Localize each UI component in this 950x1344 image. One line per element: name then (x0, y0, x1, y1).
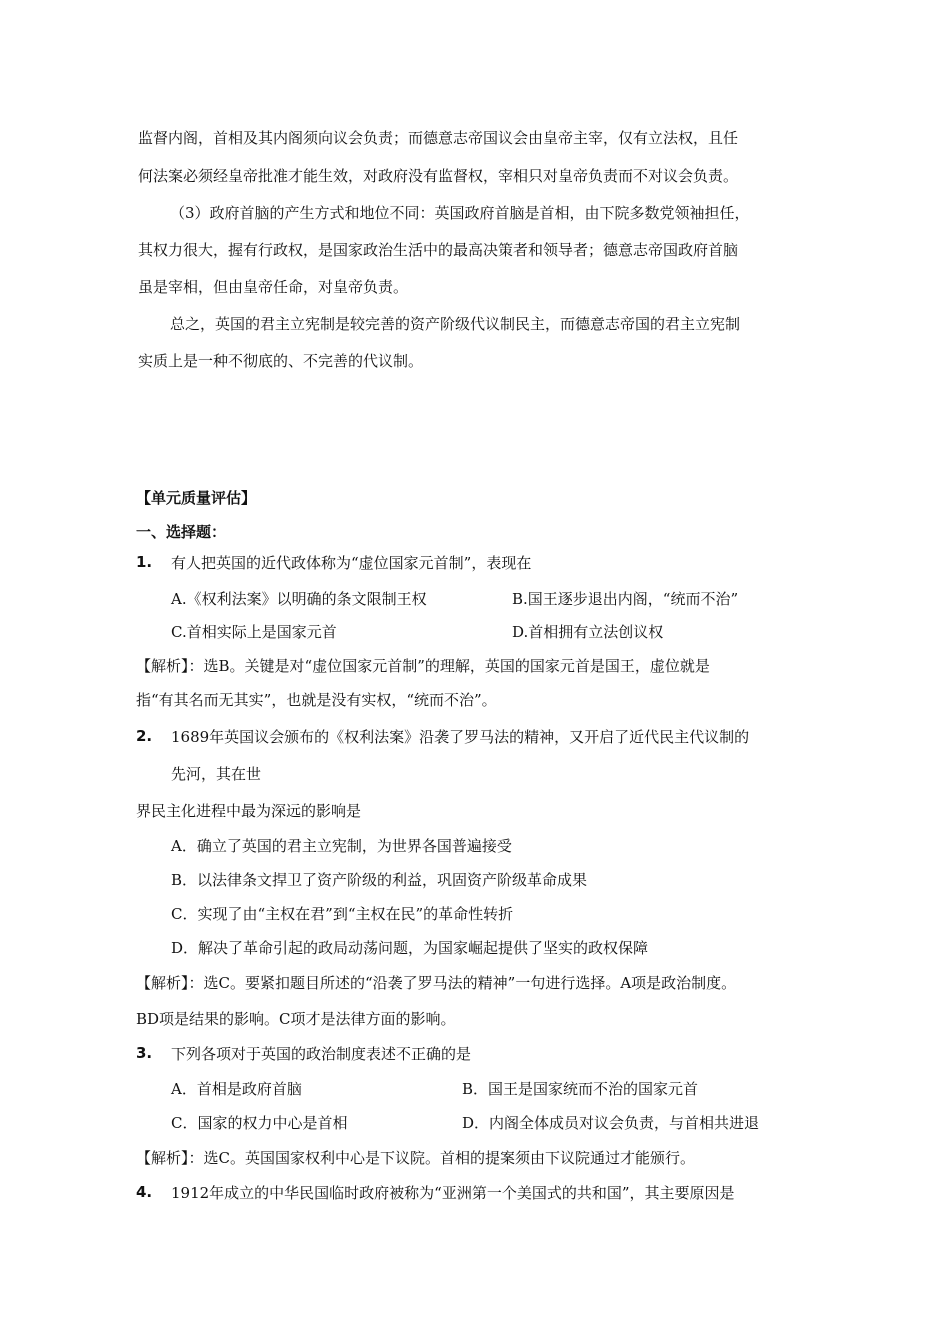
question-stem: 1912年成立的中华民国临时政府被称为“亚洲第一个美国式的共和国”，其主要原因是 (171, 1184, 735, 1202)
option-b: B．国王是国家统而不治的国家元首 (462, 1080, 699, 1098)
option-b: B．以法律条文捍卫了资产阶级的利益，巩固资产阶级革命成果 (171, 871, 588, 889)
answer-explanation: BD项是结果的影响。C项才是法律方面的影响。 (136, 1010, 456, 1028)
question-number: 4. (136, 1183, 153, 1201)
question-number: 2. (136, 727, 153, 745)
question-stem: 1689年英国议会颁布的《权利法案》沿袭了罗马法的精神，又开启了近代民主代议制的 (171, 728, 750, 746)
option-a: A．确立了英国的君主立宪制，为世界各国普遍接受 (171, 837, 512, 855)
paragraph-line: 其权力很大，握有行政权，是国家政治生活中的最高决策者和领导者；德意志帝国政府首脑 (138, 241, 739, 259)
question-stem: 先河，其在世 (171, 765, 262, 783)
option-c: C．实现了由“主权在君”到“主权在民”的革命性转折 (171, 905, 514, 923)
option-a: A．首相是政府首脑 (171, 1080, 302, 1098)
answer-explanation: 【解析】：选B。关键是对“虚位国家元首制”的理解，英国的国家元首是国王，虚位就是 (136, 657, 710, 675)
option-b: B.国王逐步退出内阁，“统而不治” (512, 590, 739, 608)
question-number: 3. (136, 1044, 153, 1062)
question-stem: 下列各项对于英国的政治制度表述不正确的是 (171, 1045, 472, 1063)
answer-explanation: 【解析】：选C。要紧扣题目所述的“沿袭了罗马法的精神”一句进行选择。A项是政治制度。 (136, 974, 737, 992)
section-title: 【单元质量评估】 (136, 489, 257, 507)
option-d: D．内阁全体成员对议会负责，与首相共进退 (462, 1114, 760, 1132)
question-stem: 有人把英国的近代政体称为“虚位国家元首制”，表现在 (171, 554, 532, 572)
option-c: C.首相实际上是国家元首 (171, 623, 337, 641)
paragraph-line: 监督内阁，首相及其内阁须向议会负责；而德意志帝国议会由皇帝主宰，仅有立法权，且任 (138, 129, 739, 147)
option-a: A.《权利法案》以明确的条文限制王权 (171, 590, 427, 608)
option-d: D．解决了革命引起的政局动荡问题，为国家崛起提供了坚实的政权保障 (171, 939, 649, 957)
part-title: 一、选择题： (136, 523, 227, 541)
option-d: D.首相拥有立法创议权 (512, 623, 664, 641)
answer-explanation: 【解析】：选C。英国国家权利中心是下议院。首相的提案须由下议院通过才能颁行。 (136, 1149, 695, 1167)
paragraph-line: 总之，英国的君主立宪制是较完善的资产阶级代议制民主，而德意志帝国的君主立宪制 (170, 315, 741, 333)
question-stem: 界民主化进程中最为深远的影响是 (136, 802, 362, 820)
paragraph-line: 虽是宰相，但由皇帝任命，对皇帝负责。 (138, 278, 409, 296)
paragraph-line: （3）政府首脑的产生方式和地位不同：英国政府首脑是首相，由下院多数党领袖担任， (170, 204, 750, 222)
paragraph-line: 实质上是一种不彻底的、不完善的代议制。 (138, 352, 424, 370)
option-c: C．国家的权力中心是首相 (171, 1114, 348, 1132)
question-number: 1. (136, 553, 153, 571)
answer-explanation: 指“有其名而无其实”，也就是没有实权，“统而不治”。 (136, 691, 497, 709)
paragraph-line: 何法案必须经皇帝批准才能生效，对政府没有监督权，宰相只对皇帝负责而不对议会负责。 (138, 167, 739, 185)
